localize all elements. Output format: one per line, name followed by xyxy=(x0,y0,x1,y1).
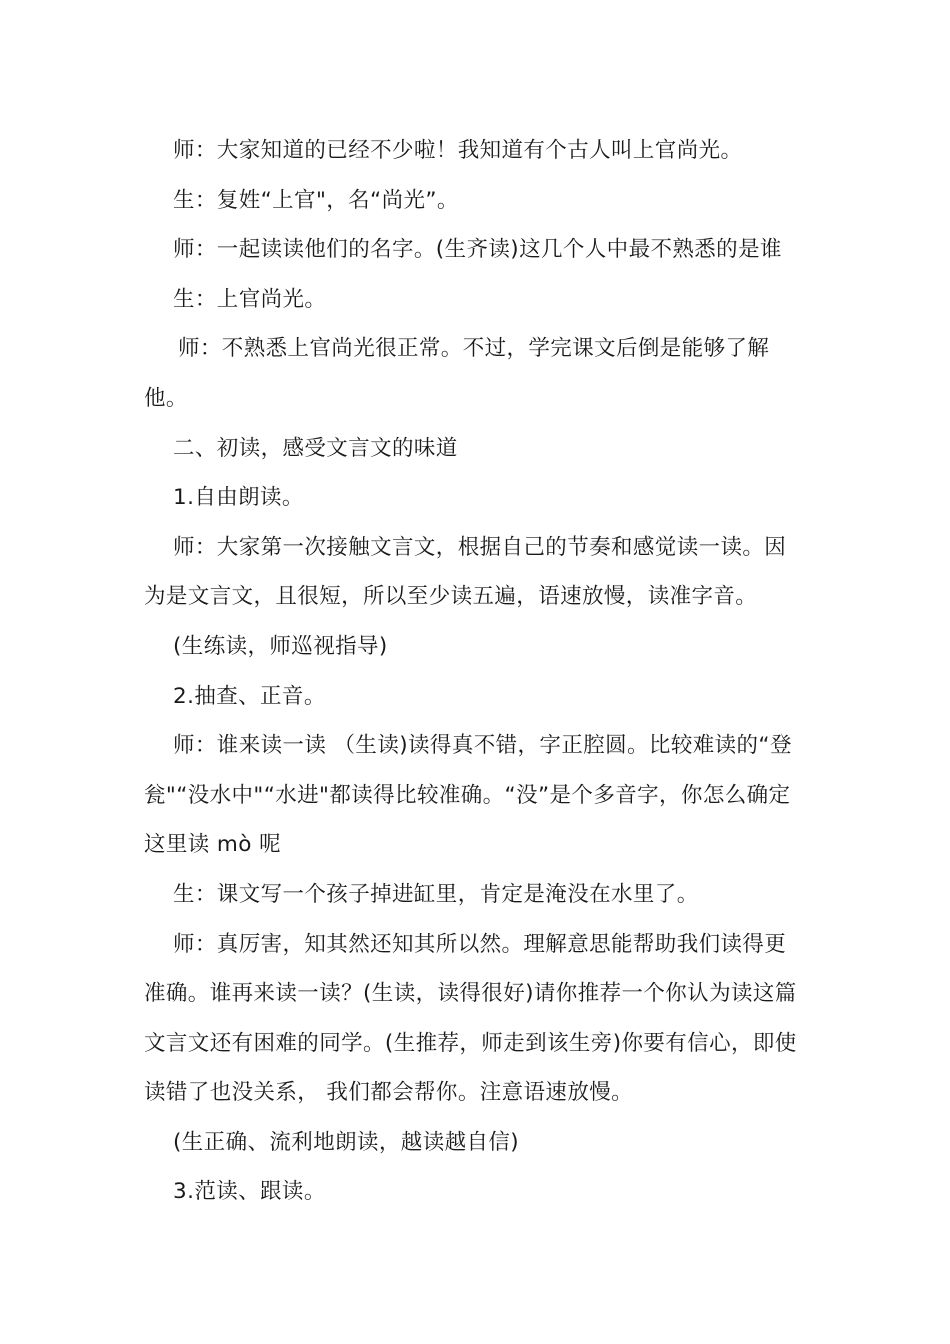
document-body xyxy=(144,126,808,1217)
paragraph: 师：大家第一次接触文言文，根据自己的节奏和感觉读一读。因为是文言文，且很短，所以至少读五遍，语速放慢，读准字音。 xyxy=(144,534,787,610)
subsection-heading: 3.范读、跟读。 xyxy=(173,1179,326,1205)
paragraph: 师：一起读读他们的名字。(生齐读)这几个人中最不熟悉的是谁 xyxy=(173,237,782,263)
paragraph: 师：真厉害，知其然还知其所以然。理解意思能帮助我们读得更准确。谁再来读一读？(生读，读得很好)请你推荐一个你认为读这篇文言文还有困难的同学。(生推荐，师走到该生旁)你要有信心，即使读错了也没关系， 我们都会帮你。注意语速放慢。 xyxy=(144,931,797,1106)
paragraph: 师：大家知道的已经不少啦！我知道有个古人叫上官尚光。 xyxy=(173,138,743,163)
paragraph: (生正确、流利地朗读，越读越自信) xyxy=(173,1129,520,1155)
subsection-heading: 1.自由朗读。 xyxy=(173,485,304,511)
paragraph: 生：复姓“上官"，名“尚光”。 xyxy=(173,187,459,213)
subsection-heading: 2.抽查、正音。 xyxy=(173,683,326,709)
paragraph: 生：上官尚光。 xyxy=(173,286,327,312)
paragraph: 师：谁来读一读 （生读)读得真不错，字正腔圆。比较难读的“登瓮"“没水中"“水进"都读得比较准确。“没”是个多音字，你怎么确定这里读 mò 呢 xyxy=(144,733,792,858)
paragraph: 生：课文写一个孩子掉进缸里，肯定是淹没在水里了。 xyxy=(173,881,699,907)
section-heading: 二、初读，感受文言文的味道 xyxy=(173,435,458,461)
paragraph: 师：不熟悉上官尚光很正常。不过，学完课文后倒是能够了解他。 xyxy=(144,336,770,411)
paragraph: (生练读，师巡视指导) xyxy=(173,633,388,659)
